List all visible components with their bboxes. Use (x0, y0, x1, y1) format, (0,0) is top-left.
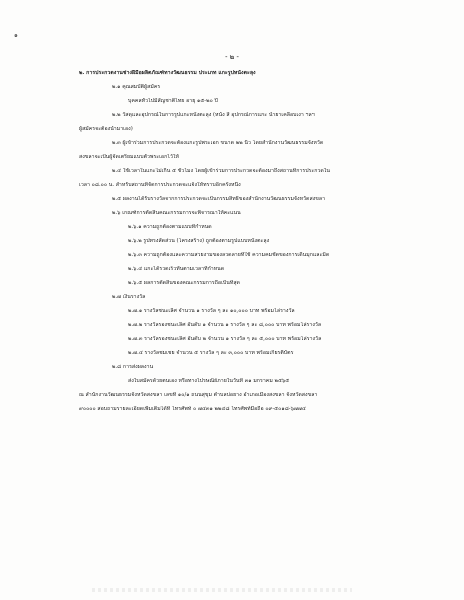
criterion-2-6-1: ๒.๖.๑ ความถูกต้องตามแบบที่กำหนด (128, 224, 212, 230)
criterion-2-6-4: ๒.๖.๔ แกะได้รวดเร็วทันตามเวลาที่กำหนด (128, 266, 225, 272)
submission-text: ส่งใบสมัครด้วยตนเอง หรือทางไปรษณีย์ภายในวันที่ ๓๑ มกราคม ๒๕๖๕ (128, 378, 290, 384)
clause-2-1: ๒.๑ คุณสมบัติผู้สมัคร (112, 84, 161, 90)
clause-2-4: ๒.๔ ใช้เวลาในแกะไม่เกิน ๕ ชั่วโมง โดยผู้เข้าร่วมการประกวดจะต้องมาถึงสถานที่การประกวดใน (112, 168, 330, 174)
clause-2-5: ๒.๕ ผลงานได้รับรางวัลจากการประกวดจะเป็นกรรมสิทธิ์ของสำนักงานวัฒนธรรมจังหวัดสงขลา (112, 196, 326, 202)
submission-contact: ๙๐๐๐๐ สอบถามรายละเอียดเพิ่มเติมได้ที่ โทรศัพท์ ๐ ๗๔๓๑ ๒๒๔๘ โทรศัพท์มือถือ ๐๙-๕๐๑๘-๖๗๗๔ (79, 406, 306, 412)
clause-2-8: ๒.๘ การส่งผลงาน (112, 364, 154, 370)
criterion-2-6-5: ๒.๖.๕ ผลการตัดสินของคณะกรรมการถือเป็นที่สุด (128, 280, 240, 286)
clause-2-2-cont: ผู้สมัครจะต้องนำมาเอง) (79, 126, 133, 132)
clause-2-6: ๒.๖ เกณฑ์การตัดสินคณะกรรมการจะพิจารณาให้คะแนน (112, 210, 241, 216)
clause-2-2: ๒.๒ วัสดุและอุปกรณ์ในการรูปแกะหนังตะลุง (หนัง สี อุปกรณ์การแกะ น้ำยาเคลือบเงา ฯลฯ (112, 112, 315, 118)
section-heading: ๒. การประกวดงานช่างฝีมือผลิตภัณฑ์ทางวัฒนธรรม ประเภท แกะรูปหนังตะลุง (79, 70, 256, 76)
clause-2-4-cont: เวลา ๐๘.๐๐ น. สำหรับสถานที่จัดการประกวดจะแจ้งให้ทราบอีกครั้งหนึ่ง (79, 182, 241, 188)
scan-noise (92, 588, 352, 592)
prize-2-7-3: ๒.๗.๓ รางวัลรองชนะเลิศ อันดับ ๒ จำนวน ๑ รางวัล ๆ ละ ๕,๐๐๐ บาท พร้อมโล่รางวัล (128, 336, 322, 342)
prize-2-7-1: ๒.๗.๑ รางวัลชนะเลิศ จำนวน ๑ รางวัล ๆ ละ ๑๐,๐๐๐ บาท พร้อมโล่รางวัล (128, 308, 295, 314)
submission-address: ณ สำนักงานวัฒนธรรมจังหวัดสงขลา เลขที่ ๑๐/๑ ถนนสุขุม ตำบลบ่อยาง อำเภอเมืองสงขลา จังหวัดสงขลา (79, 392, 318, 398)
prize-2-7-4: ๒.๗.๔ รางวัลชมเชย จำนวน ๕ รางวัล ๆ ละ ๓,๐๐๐ บาท พร้อมเกียรติบัตร (128, 350, 294, 356)
clause-2-7: ๒.๗ เงินรางวัล (112, 294, 146, 300)
criterion-2-6-3: ๒.๖.๓ ความถูกต้องและความสวยงามของลวดลายที่ใช้ ความคมชัดของการเดินมุกและมีด (128, 252, 330, 258)
corner-mark: ๑ (14, 32, 18, 39)
prize-2-7-2: ๒.๗.๒ รางวัลรองชนะเลิศ อันดับ ๑ จำนวน ๑ รางวัล ๆ ละ ๘,๐๐๐ บาท พร้อมโล่รางวัล (128, 322, 322, 328)
criterion-2-6-2: ๒.๖.๒ รูปทรงสัดส่วน (โครงสร้าง) ถูกต้องตามรูปแบบหนังตะลุง (128, 238, 270, 244)
clause-2-3: ๒.๓ ผู้เข้าร่วมการประกวดจะต้องแกะรูปพระเอก ขนาด ๒๒ นิ้ว โดยสำนักงานวัฒนธรรมจังหวัด (112, 140, 324, 146)
clause-2-3-cont: สงขลาจะเป็นผู้จัดเตรียมแบบตัวพระเอกไว้ให้ (79, 154, 179, 160)
clause-2-1-text: บุคคลทั่วไปมีสัญชาติไทย อายุ ๑๕-๒๐ ปี (128, 98, 218, 104)
page-number: - ๒ - (225, 53, 239, 61)
